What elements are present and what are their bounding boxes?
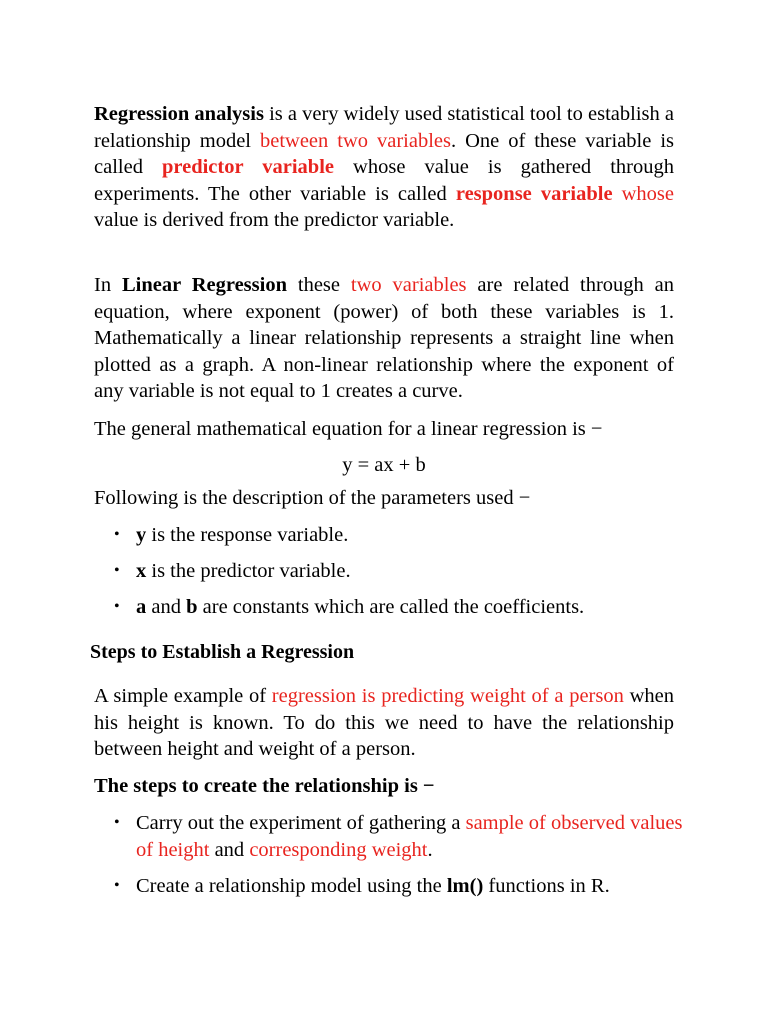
term-linear-regression: Linear Regression [121, 274, 287, 296]
text-span: functions in R. [483, 875, 610, 897]
text-span: Create a relationship model using the [136, 875, 447, 897]
list-item-x [114, 558, 684, 585]
text-span: In [94, 274, 122, 296]
section-heading: Steps to Establish a Regression [90, 641, 355, 663]
highlight-sample: sample of observed values of height [136, 812, 683, 861]
parameters-intro: Following is the description of the parameters used − [94, 487, 531, 509]
bullet-icon: • [114, 877, 120, 894]
term-response-variable: response variable [455, 182, 613, 205]
bold-span: y [136, 524, 147, 546]
list-item-a-b [114, 594, 684, 621]
code-lm: lm() [446, 875, 484, 897]
text-span: . [427, 838, 433, 861]
bullet-icon: • [114, 562, 120, 579]
example-paragraph [94, 683, 674, 763]
linear-regression-paragraph [94, 272, 674, 405]
list-item-step-2 [114, 873, 684, 900]
text-span: whose value is gathered through experiments. The other variable is called [94, 156, 674, 205]
bold-span: a [136, 596, 147, 618]
text-span: and [146, 596, 187, 618]
equation: y = ax + b [342, 454, 426, 476]
text-span: value is derived from the predictor variable. [94, 209, 455, 231]
bullet-icon: • [114, 598, 120, 615]
text-span: Carry out the experiment of gathering a [136, 812, 466, 834]
text-span: are related through an equation, where exponent (power) of both these variables is 1. Mathematically a linear relationship represents a straight line when plotted as a graph. A non-linear relationship where the exponent of any variable is not equal to 1 creates a curve. [94, 274, 675, 402]
text-span: . One of these variable is called [94, 129, 674, 178]
text-span: is a very widely used statistical tool to establish a relationship model [94, 103, 674, 152]
term-regression-analysis: Regression analysis [94, 103, 264, 125]
highlight-whose: whose [612, 182, 675, 205]
bullet-icon: • [114, 526, 120, 543]
equation-intro: The general mathematical equation for a linear regression is − [94, 418, 603, 440]
steps-intro: The steps to create the relationship is − [94, 775, 435, 797]
text-span: these [287, 274, 351, 296]
list-item-step-1 [114, 810, 684, 863]
text-span: and [209, 838, 250, 861]
highlight-regression-example: regression is predicting weight of a person [271, 685, 624, 707]
highlight-between-two-variables: between two variables [259, 129, 451, 152]
highlight-two-variables: two variables [350, 274, 467, 296]
bold-span: b [186, 596, 198, 618]
text-span: when his height is known. To do this we need to have the relationship between height and weight of a person. [94, 685, 674, 760]
text-span: is the predictor variable. [146, 560, 351, 582]
highlight-corresponding-weight: corresponding weight [249, 838, 428, 861]
bullet-icon: • [114, 814, 120, 831]
term-predictor-variable: predictor variable [161, 156, 334, 178]
text-span: A simple example of [94, 685, 272, 707]
text-span: is the response variable. [146, 524, 349, 546]
text-span: are constants which are called the coefficients. [197, 596, 585, 618]
intro-paragraph [94, 101, 674, 234]
list-item-y [114, 522, 684, 549]
bold-span: x [136, 560, 147, 582]
